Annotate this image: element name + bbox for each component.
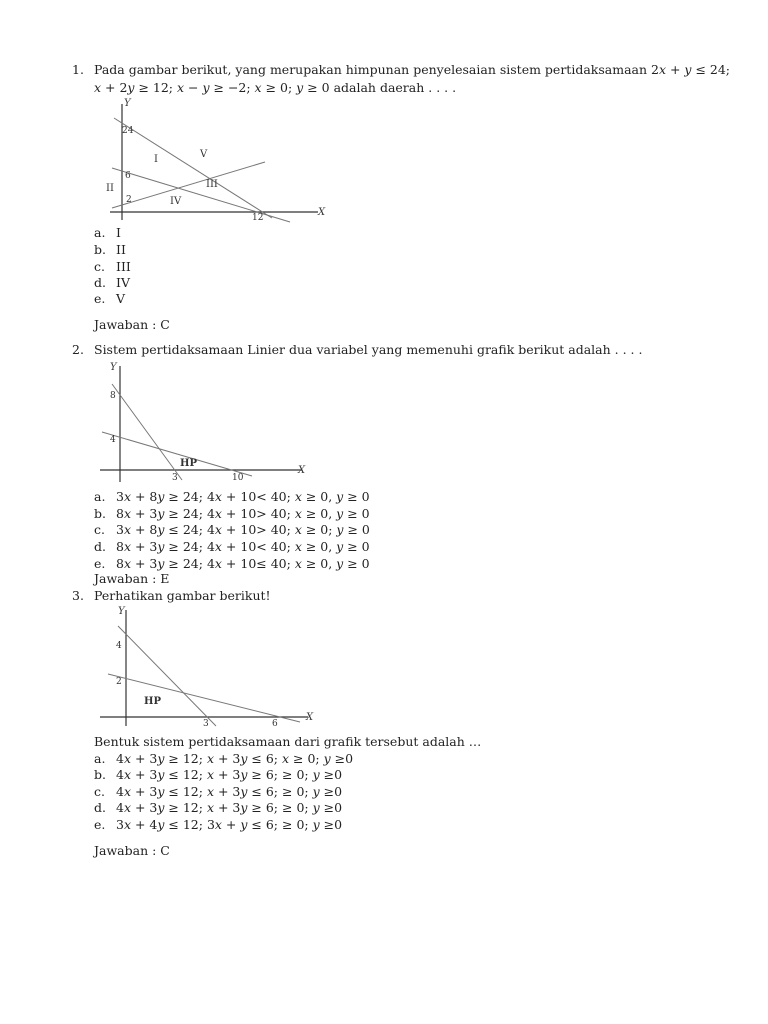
region-label-II: II <box>106 183 114 194</box>
answer-text: Jawaban : C <box>94 317 170 332</box>
graph-2 <box>96 360 316 489</box>
question-text: Pada gambar berikut, yang merupakan himpunan penyelesaian sistem pertidaksamaan 2𝑥 + 𝑦 ≤ 24; <box>94 62 731 77</box>
region-label-hp: HP <box>180 458 197 469</box>
option-a[interactable]: I <box>116 225 121 240</box>
option-letter-a: a. <box>94 489 106 504</box>
option-letter-e: e. <box>94 291 106 306</box>
option-e[interactable]: 8𝑥 + 3𝑦 ≥ 24; 4𝑥 + 10≤ 40; 𝑥 ≥ 0, 𝑦 ≥ 0 <box>116 556 370 571</box>
tick-x-6: 6 <box>272 719 278 729</box>
tick-y-8: 8 <box>110 391 116 401</box>
region-label-V: V <box>200 149 208 160</box>
tick-y-4: 4 <box>110 435 116 445</box>
question-number: 1. <box>72 62 84 77</box>
option-letter-b: b. <box>94 767 106 782</box>
option-letter-d: d. <box>94 800 106 815</box>
graph-1 <box>100 96 340 233</box>
y-axis-label: Y <box>118 606 125 617</box>
option-letter-d: d. <box>94 275 106 290</box>
line-2x-y-24 <box>114 118 272 218</box>
question-prompt: Bentuk sistem pertidaksamaan dari grafik tersebut adalah … <box>94 734 482 749</box>
option-a[interactable]: 3𝑥 + 8𝑦 ≥ 24; 4𝑥 + 10< 40; 𝑥 ≥ 0, 𝑦 ≥ 0 <box>116 489 370 504</box>
question-text-continued: 𝑥 + 2𝑦 ≥ 12; 𝑥 − 𝑦 ≥ −2; 𝑥 ≥ 0; 𝑦 ≥ 0 adalah daerah . . . . <box>94 80 457 95</box>
x-axis-label: X <box>318 207 326 218</box>
option-c[interactable]: III <box>116 259 131 274</box>
option-d[interactable]: IV <box>116 275 130 290</box>
tick-x-12: 12 <box>252 213 264 223</box>
x-axis-label: X <box>298 465 306 476</box>
option-a[interactable]: 4𝑥 + 3𝑦 ≥ 12; 𝑥 + 3𝑦 ≤ 6; 𝑥 ≥ 0; 𝑦 ≥0 <box>116 751 354 766</box>
region-label-IV: IV <box>170 196 182 207</box>
x-axis-label: X <box>306 712 314 723</box>
region-label-III: III <box>206 179 218 190</box>
line-4x-10y-40 <box>102 432 252 476</box>
line-x-y-minus2 <box>112 162 265 208</box>
question-text: Sistem pertidaksamaan Linier dua variabel yang memenuhi grafik berikut adalah . . . . <box>94 342 643 357</box>
tick-x-3: 3 <box>203 719 209 729</box>
region-label-I: I <box>154 154 158 165</box>
option-letter-d: d. <box>94 539 106 554</box>
option-d[interactable]: 8𝑥 + 3𝑦 ≥ 24; 4𝑥 + 10< 40; 𝑥 ≥ 0, 𝑦 ≥ 0 <box>116 539 370 554</box>
option-d[interactable]: 4𝑥 + 3𝑦 ≥ 12; 𝑥 + 3𝑦 ≥ 6; ≥ 0; 𝑦 ≥0 <box>116 800 343 815</box>
answer-text: Jawaban : E <box>94 571 170 586</box>
option-letter-e: e. <box>94 556 106 571</box>
line-4x-3y-12 <box>118 626 216 726</box>
option-letter-a: a. <box>94 751 106 766</box>
option-b[interactable]: 8𝑥 + 3𝑦 ≥ 24; 4𝑥 + 10> 40; 𝑥 ≥ 0, 𝑦 ≥ 0 <box>116 506 370 521</box>
option-c[interactable]: 4𝑥 + 3𝑦 ≤ 12; 𝑥 + 3𝑦 ≤ 6; ≥ 0; 𝑦 ≥0 <box>116 784 343 799</box>
line-8x-3y-24 <box>112 384 182 480</box>
question-number: 2. <box>72 342 84 357</box>
tick-y-6: 6 <box>125 171 131 181</box>
tick-y-24: 24 <box>122 126 134 136</box>
graph-3 <box>104 604 324 731</box>
question-number: 3. <box>72 588 84 603</box>
option-letter-c: c. <box>94 522 105 537</box>
region-label-hp: HP <box>144 696 161 707</box>
tick-x-10: 10 <box>232 473 244 483</box>
option-e[interactable]: 3𝑥 + 4𝑦 ≤ 12; 3𝑥 + 𝑦 ≤ 6; ≥ 0; 𝑦 ≥0 <box>116 817 343 832</box>
tick-y-2: 2 <box>116 677 122 687</box>
y-axis-label: Y <box>110 362 117 373</box>
tick-y-4: 4 <box>116 641 122 651</box>
option-letter-e: e. <box>94 817 106 832</box>
option-b[interactable]: 4𝑥 + 3𝑦 ≤ 12; 𝑥 + 3𝑦 ≥ 6; ≥ 0; 𝑦 ≥0 <box>116 767 343 782</box>
option-b[interactable]: II <box>116 242 126 257</box>
option-letter-c: c. <box>94 784 105 799</box>
y-axis-label: Y <box>124 98 131 109</box>
option-letter-c: c. <box>94 259 105 274</box>
option-letter-a: a. <box>94 225 106 240</box>
option-c[interactable]: 3𝑥 + 8𝑦 ≤ 24; 4𝑥 + 10> 40; 𝑥 ≥ 0; 𝑦 ≥ 0 <box>116 522 370 537</box>
option-letter-b: b. <box>94 506 106 521</box>
answer-text: Jawaban : C <box>94 843 170 858</box>
option-letter-b: b. <box>94 242 106 257</box>
tick-y-2: 2 <box>126 195 132 205</box>
option-e[interactable]: V <box>116 291 126 306</box>
line-x-3y-6 <box>108 674 300 722</box>
tick-x-3: 3 <box>172 473 178 483</box>
question-text: Perhatikan gambar berikut! <box>94 588 271 603</box>
